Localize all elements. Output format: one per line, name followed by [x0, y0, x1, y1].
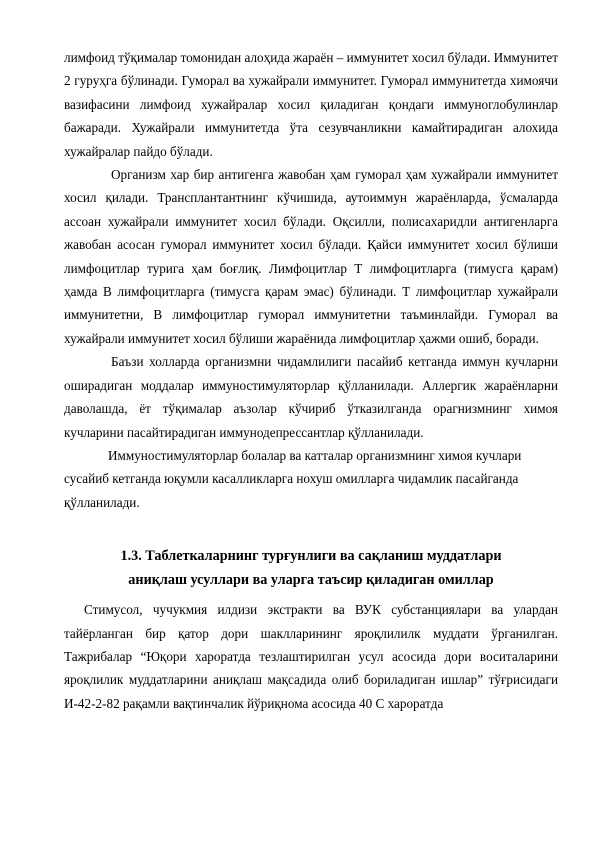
paragraph-immunostimulator-use: Иммуностимуляторлар болалар ва катталар организмнинг химоя кучлари сусайиб кетганда юқумли касалликларга нохуш омилларга чидамлик пасайганда қўлланилади.	[64, 447, 522, 510]
paragraph-shelf-life: Стимусол, чучукмия илдизи экстракти ва ВУК субстанциялари ва улардан тайёрланган бир қатор дори шаклларининг яроқлилилк муддати ўрганилган. Тажрибалар “Юқори хароратда тезлаштирилган усул асосида дори воситаларини яроқлилик муддатларини аниқлаш мақсадида олиб бориладиган ишлар” тўғрисидаги И-42-2-82 рақамли вақтинчалик йўриқнома асосида 40 С хароратда	[64, 602, 558, 711]
section-heading-line-2: аниқлаш усуллари ва уларга таъсир қиладиган омиллар	[128, 572, 494, 589]
paragraph-immunostimulators: Баъзи холларда организмни чидамлилиги пасайиб кетганда иммун кучларни оширадиган моддалар иммуностимуляторлар қўлланилади. Аллергик жараёнларни даволашда, ёт тўқималар аъзолар кўчириб ўтказилганда орагнизмнинг химоя кучларини пасайтирадиган иммунодепрессантлар қўлланилади.	[64, 354, 558, 440]
paragraph-antigen-response: Организм хар бир антигенга жавобан ҳам гуморал ҳам хужайрали иммунитет хосил қилади. Трансплантантнинг кўчишида, аутоиммун жараёнларда, ўсмаларда ассоан хужайрали иммунитет хосил бўлади. Оқсилли, полисахаридли антигенларга жавобан асосан гуморал иммунитет хосил бўлади. Қайси иммунитет хосил бўлиши лимфоцитлар турига ҳам боғлиқ. Лимфоцитлар Т лимфоцитларга (тимусга қарам) ҳамда В лимфоцитларга (тимусга қарам эмас) бўлинади. Т лимфоцитлар хужайрали иммунитетни, В лимфоцитлар гуморал иммунитетни таъминлайди. Гуморал ва хужайрали иммунитет хосил бўлиши жараёнида лимфоцитлар ҳажми ошиб, боради.	[64, 167, 558, 346]
section-heading	[64, 544, 558, 592]
section-heading-line-1: 1.3. Таблеткаларнинг турғунлиги ва сақланиш муддатлари	[120, 548, 502, 565]
paragraph-immunity-types: лимфоид тўқималар томонидан алоҳида жараён – иммунитет хосил бўлади. Иммунитет 2 гуруҳга бўлинади. Гуморал ва хужайрали иммунитет. Гуморал иммунитетда химоячи вазифасини лимфоид хужайралар хосил қиладиган қондаги иммуноглобулинлар бажаради. Хужайрали иммунитетда ўта сезувчанликни камайтирадиган алохида хужайралар пайдо бўлади.	[64, 50, 558, 159]
document-page	[64, 46, 558, 715]
